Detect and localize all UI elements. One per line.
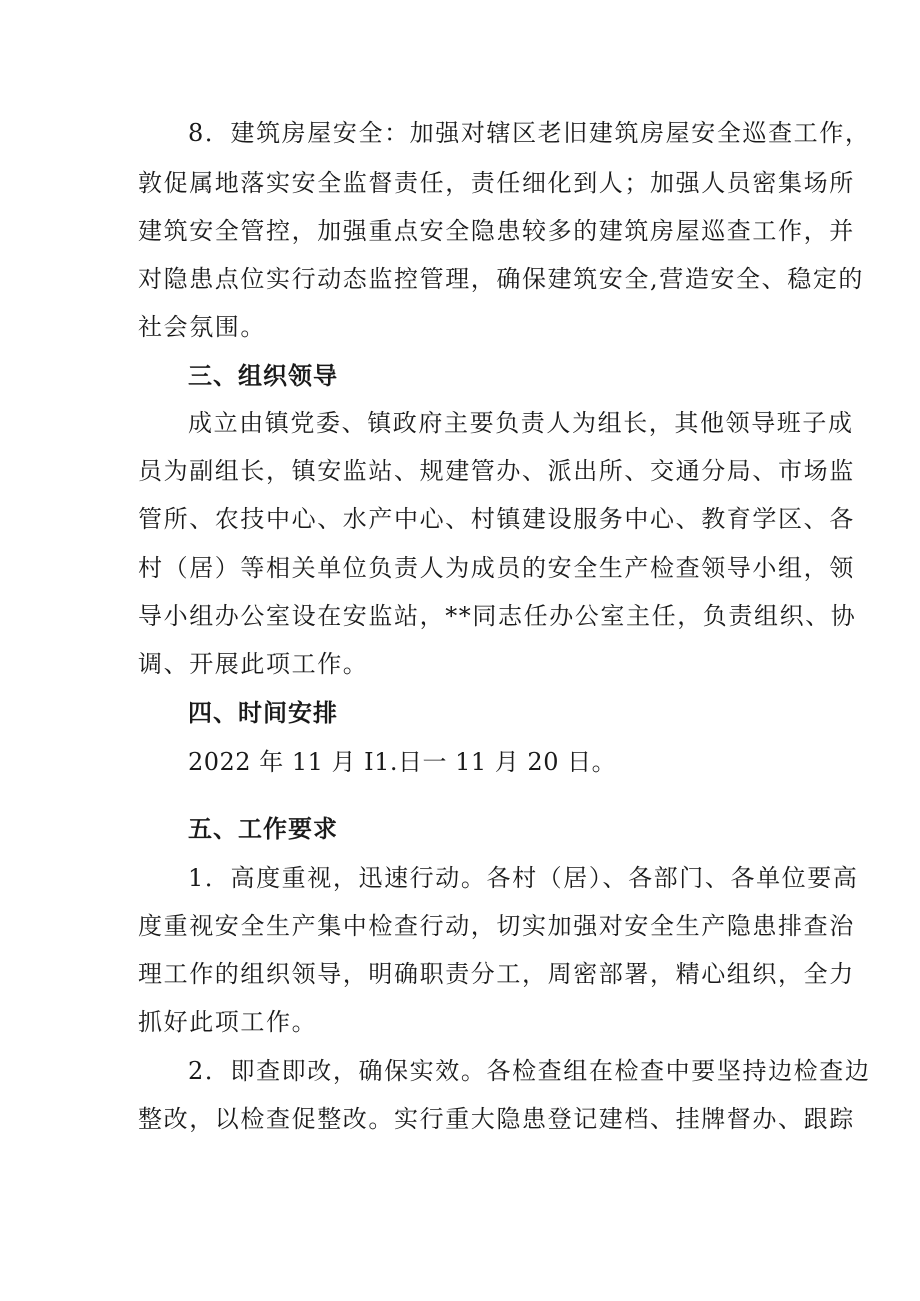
paragraph-line: 敦促属地落实安全监督责任，责任细化到人；加强人员密集场所	[138, 169, 855, 197]
paragraph-line: 村（居）等相关单位负责人为成员的安全生产检查领导小组，领	[138, 554, 855, 582]
paragraph-line: 导小组办公室设在安监站，**同志任办公室主任，负责组织、协	[138, 602, 857, 630]
paragraph-line: 员为副组长，镇安监站、规建管办、派出所、交通分局、市场监	[138, 457, 855, 485]
paragraph-line: 调、开展此项工作。	[138, 650, 369, 678]
paragraph-line: 1．高度重视，迅速行动。各村（居）、各部门、各单位要高	[188, 864, 859, 892]
section-heading: 三、组织领导	[188, 362, 338, 390]
paragraph-line: 管所、农技中心、水产中心、村镇建设服务中心、教育学区、各	[138, 505, 855, 533]
paragraph-line: 整改，以检查促整改。实行重大隐患登记建档、挂牌督办、跟踪	[138, 1105, 855, 1133]
section-heading: 四、时间安排	[188, 699, 338, 727]
paragraph-line: 社会氛围。	[138, 313, 266, 341]
paragraph-line: 成立由镇党委、镇政府主要负责人为组长，其他领导班子成	[188, 409, 854, 437]
paragraph-line: 2．即查即改，确保实效。各检查组在检查中要坚持边检查边	[188, 1057, 871, 1085]
paragraph-line: 建筑安全管控，加强重点安全隐患较多的建筑房屋巡查工作，并	[138, 217, 855, 245]
paragraph-line: 抓好此项工作。	[138, 1008, 318, 1036]
paragraph-line: 8．建筑房屋安全：加强对辖区老旧建筑房屋安全巡查工作，	[188, 119, 871, 147]
paragraph-line: 理工作的组织领导，明确职责分工，周密部署，精心组织，全力	[138, 960, 855, 988]
section-heading: 五、工作要求	[188, 815, 338, 843]
date-range-text: 2022 年 11 月 I1.日一 11 月 20 日。	[188, 748, 617, 776]
paragraph-line: 度重视安全生产集中检查行动，切实加强对安全生产隐患排查治	[138, 912, 855, 940]
paragraph-line: 对隐患点位实行动态监控管理，确保建筑安全,营造安全、稳定的	[138, 265, 865, 293]
